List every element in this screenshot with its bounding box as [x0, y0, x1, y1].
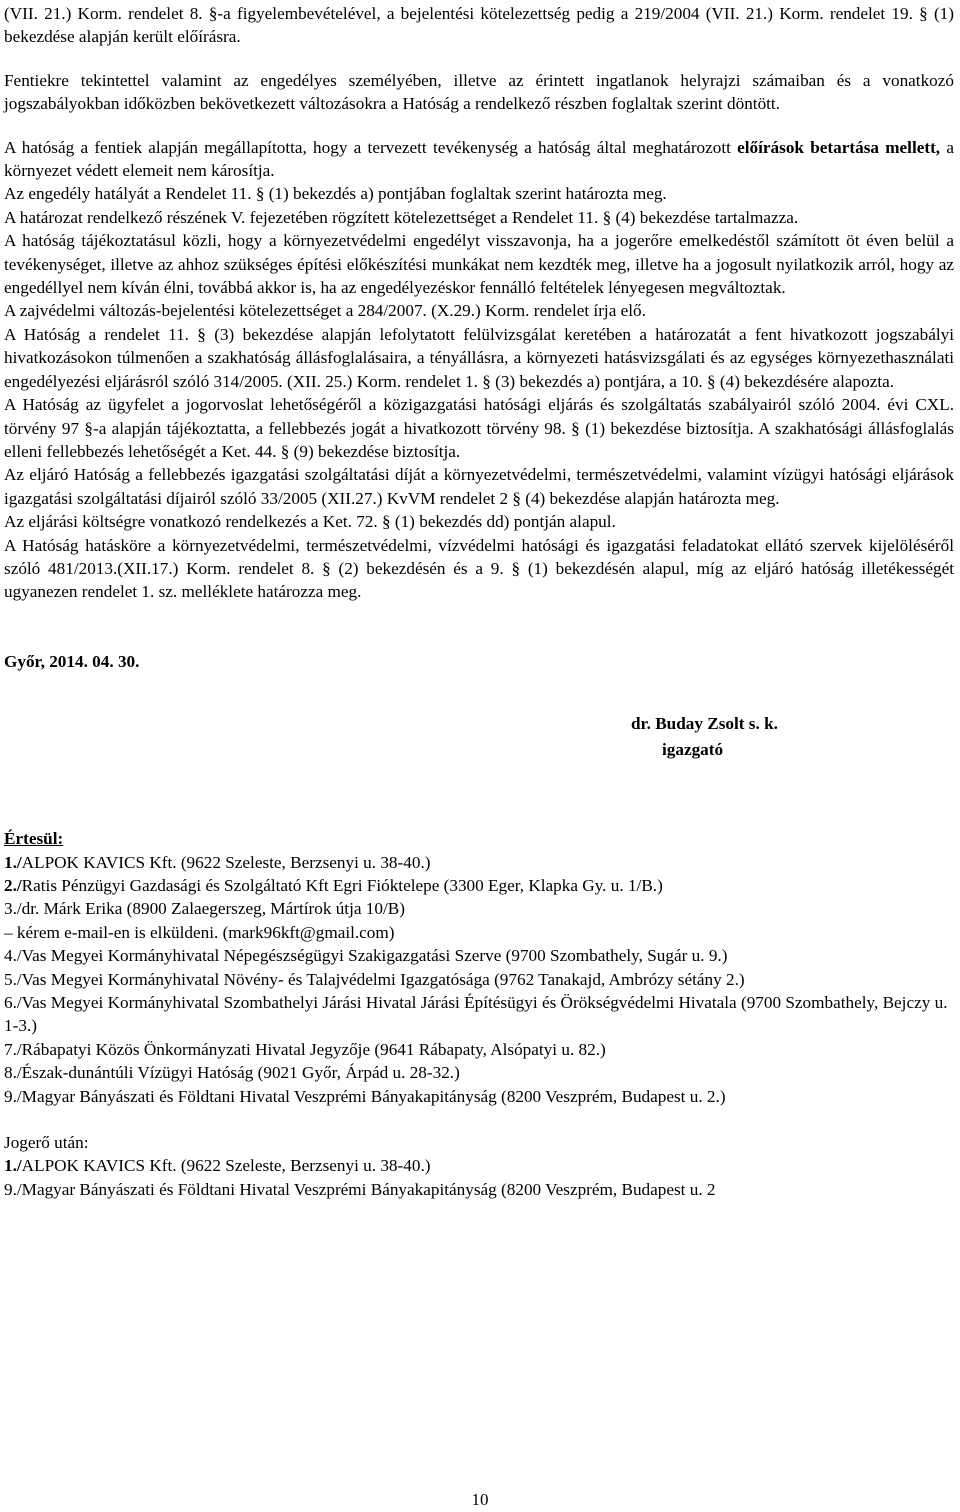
item-number: 9./	[4, 1179, 22, 1199]
distribution-item	[4, 1061, 954, 1084]
paragraph-findings	[4, 136, 954, 183]
distribution-item	[4, 1038, 954, 1061]
item-text: ALPOK KAVICS Kft. (9622 Szeleste, Berzsenyi u. 38-40.)	[21, 1156, 431, 1176]
item-number: 2./	[4, 875, 22, 895]
item-number: 1./	[4, 852, 22, 872]
distribution-items	[4, 851, 954, 1108]
item-text: dr. Márk Erika (8900 Zalaegerszeg, Mártírok útja 10/B)	[21, 899, 405, 919]
item-number: 6./	[4, 993, 22, 1012]
paragraph-appeal: A Hatóság az ügyfelet a jogorvoslat lehetőségéről a közigazgatási hatósági eljárás és szolgáltatás szabályairól szóló 2004. évi CXL. törvény 97 §-a alapján tájékoztatta, a fellebbezés jogát a hivatkozott törvény 98. § (1) bekezdése biztosítja. A szakhatósági állásfoglalás elleni fellebbezés lehetőségét a Ket. 44. § (9) bekezdése biztosítja.	[4, 395, 954, 461]
signature-block	[631, 711, 954, 763]
item-text: ALPOK KAVICS Kft. (9622 Szeleste, Berzsenyi u. 38-40.)	[21, 852, 431, 872]
item-text: Magyar Bányászati és Földtani Hivatal Veszprémi Bányakapitányság (8200 Veszprém, Budapest u. 2	[21, 1179, 716, 1199]
distribution-item	[4, 1085, 954, 1108]
item-text: Vas Megyei Kormányhivatal Szombathelyi Járási Hivatal Járási Építésügyi és Örökségvédelmi Hivatala (9700 Szombathely, Bejczy u. 1-3.)	[4, 993, 948, 1036]
distribution-item	[4, 944, 954, 967]
item-text: Magyar Bányászati és Földtani Hivatal Veszprémi Bányakapitányság (8200 Veszprém, Budapest u. 2.)	[21, 1086, 726, 1106]
paragraph-obligation: A határozat rendelkező részének V. fejezetében rögzített kötelezettséget a Rendelet 11. § (4) bekezdése tartalmazza.	[4, 207, 799, 227]
item-number: 4./	[4, 946, 22, 966]
paragraph-revocation: A hatóság tájékoztatásul közli, hogy a környezetvédelmi engedélyt visszavonja, ha a jogerőre emelkedéstől számított öt éven belül a tevékenységet, illetve az ahhoz szükséges építési előkészítési munkákat nem kezdték meg, illetve ha a jogosult nyilatkozik arról, hogy az engedéllyel nem kíván élni, továbbá akkor is, ha az engedélyezéskor fennálló feltételek lényegesen megváltoztak.	[4, 231, 954, 298]
distribution-list	[4, 827, 954, 1201]
document-page	[4, 2, 954, 1201]
item-number: 5./	[4, 969, 22, 989]
item-number: 3./	[4, 899, 22, 919]
paragraph-intro: (VII. 21.) Korm. rendelet 8. §-a figyelembevételével, a bejelentési kötelezettség pedig a 219/2004 (VII. 21.) Korm. rendelet 19. § (1) bekezdése alapján került előírásra.	[4, 4, 954, 47]
paragraph-fee: Az eljáró Hatóság a fellebbezés igazgatási szolgáltatási díját a környezetvédelmi, természetvédelmi, valamint vízügyi hatósági eljárások igazgatási szolgáltatási díjairól szóló 33/2005 (XII.27.) KvVM rendelet 2 § (4) bekezdése alapján határozta meg.	[4, 465, 954, 508]
after-final-items	[4, 1154, 954, 1201]
paragraph-costs: Az eljárási költségre vonatkozó rendelkezés a Ket. 72. § (1) bekezdés dd) pontján alapul.	[4, 512, 616, 532]
item-text: Vas Megyei Kormányhivatal Népegészségügyi Szakigazgatási Szerve (9700 Szombathely, Sugár u. 9.)	[21, 946, 728, 966]
distribution-heading: Értesül:	[4, 829, 64, 849]
signatory-name: dr. Buday Zsolt s. k.	[631, 714, 778, 734]
item-number: 1./	[4, 1156, 22, 1176]
findings-text-a: A hatóság a fentiek alapján megállapította, hogy a tervezett tevékenység a hatóság által meghatározott	[4, 137, 738, 157]
signatory-title: igazgató	[662, 740, 724, 760]
distribution-item	[4, 968, 954, 991]
signature-date: Győr, 2014. 04. 30.	[4, 651, 140, 671]
item-number: 9./	[4, 1086, 22, 1106]
paragraph-competence: A Hatóság hatásköre a környezetvédelmi, természetvédelmi, vízvédelmi hatósági és igazgatási feladatokat ellátó szervek kijelöléséről szóló 481/2013.(XII.17.) Korm. rendelet 8. § (2) bekezdésén és a 9. § (1) bekezdésén alapul, míg az eljáró hatóság illetékességét ugyanezen rendelet 1. sz. melléklete határozza meg.	[4, 535, 954, 602]
findings-text-b: a környezet védett elemeit nem károsítja.	[4, 137, 954, 181]
distribution-item	[4, 1178, 954, 1201]
findings-text-bold: előírások betartása mellett,	[737, 137, 941, 157]
distribution-item	[4, 1154, 954, 1177]
item-text: Észak-dunántúli Vízügyi Hatóság (9021 Győr, Árpád u. 28-32.)	[21, 1063, 460, 1083]
page-number: 10	[471, 1490, 489, 1509]
paragraph-review: A Hatóság a rendelet 11. § (3) bekezdése alapján lefolytatott felülvizsgálat keretében a határozatát a fent hivatkozott jogszabályi hivatkozásokon túlmenően a szakhatóság állásfoglalásaira, a tényállásra, a környezeti hatásvizsgálati és az egységes környezethasználati engedélyezési eljárásról szóló 314/2005. (XII. 25.) Korm. rendelet 1. § (3) bekezdés a) pontjára, a 10. § (4) bekezdésére alapozta.	[4, 324, 954, 391]
item-number: 7./	[4, 1039, 22, 1059]
distribution-item	[4, 921, 954, 944]
distribution-item	[4, 851, 954, 874]
item-text: – kérem e-mail-en is elküldeni. (mark96kft@gmail.com)	[4, 922, 395, 942]
item-number: 8./	[4, 1063, 22, 1083]
item-text: Vas Megyei Kormányhivatal Növény- és Talajvédelmi Igazgatósága (9762 Tanakajd, Ambrózy sétány 2.)	[21, 969, 745, 989]
distribution-item	[4, 991, 954, 1038]
distribution-item	[4, 897, 954, 920]
paragraph-decision-basis: Fentiekre tekintettel valamint az engedélyes személyében, illetve az érintett ingatlanok helyrajzi számaiban és a vonatkozó jogszabályokban időközben bekövetkezett változásokra a Hatóság a rendelkező részben foglaltak szerint döntött.	[4, 70, 954, 114]
after-final-heading: Jogerő után:	[4, 1133, 89, 1153]
paragraph-validity: Az engedély hatályát a Rendelet 11. § (1) bekezdés a) pontjában foglaltak szerint határozta meg.	[4, 184, 667, 204]
paragraph-noise: A zajvédelmi változás-bejelentési kötelezettséget a 284/2007. (X.29.) Korm. rendelet írja elő.	[4, 301, 646, 321]
distribution-item	[4, 874, 954, 897]
item-text: Rábapatyi Közös Önkormányzati Hivatal Jegyzője (9641 Rábapaty, Alsópatyi u. 82.)	[21, 1039, 606, 1059]
item-text: Ratis Pénzügyi Gazdasági és Szolgáltató Kft Egri Fióktelepe (3300 Eger, Klapka Gy. u. 1/B.)	[21, 875, 663, 895]
